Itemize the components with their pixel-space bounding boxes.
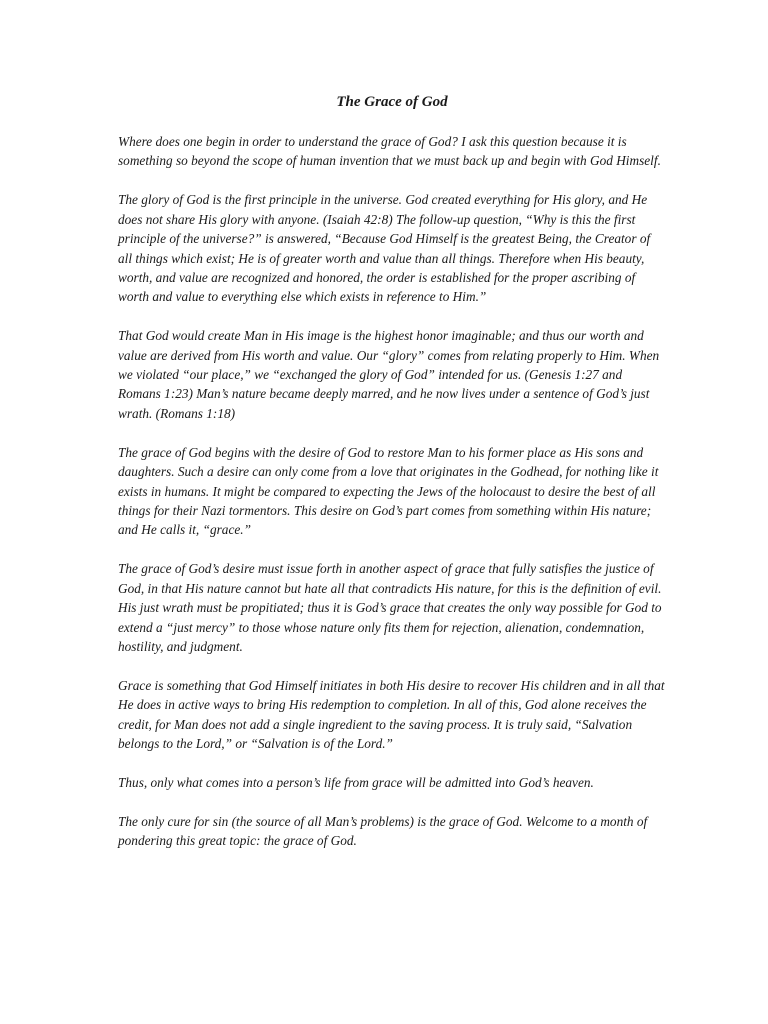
document-page [118,92,666,870]
paragraph-2: The glory of God is the first principle in the universe. God created everything for His glory, and He does not share His glory with anyone. (Isaiah 42:8) The follow-up question, “Why is this the first principle of the universe?” is answered, “Because God Himself is the greatest Being, the Creator of all things which exist; He is of greater worth and value than all things. Therefore when His beauty, worth, and value are recognized and honored, the order is established for the proper ascribing of worth and value to everything else which exists in reference to Him.” [118,192,651,305]
paragraph-6: Grace is something that God Himself initiates in both His desire to recover His children and in all that He does in active ways to bring His redemption to completion. In all of this, God alone receives the credit, for Man does not add a single ingredient to the saving process. It is truly said, “Salvation belongs to the Lord,” or “Salvation is of the Lord.” [118,677,665,752]
paragraph-7: Thus, only what comes into a person’s life from grace will be admitted into God’s heaven. [118,774,594,790]
paragraph-8: The only cure for sin (the source of all Man’s problems) is the grace of God. Welcome to a month of pondering this great topic: the grace of God. [118,813,648,849]
paragraph-5: The grace of God’s desire must issue forth in another aspect of grace that fully satisfies the justice of God, in that His nature cannot but hate all that contradicts His nature, for this is the definition of evil. His just wrath must be propitiated; thus it is God’s grace that creates the only way possible for God to extend a “just mercy” to those whose nature only fits them for rejection, alienation, condemnation, hostility, and judgment. [118,561,662,654]
document-title: The Grace of God [336,94,448,110]
paragraph-4: The grace of God begins with the desire of God to restore Man to his former place as His sons and daughters. Such a desire can only come from a love that originates in the Godhead, for nothing like it exists in humans. It might be compared to expecting the Jews of the holocaust to desire the best of all things for their Nazi tormentors. This desire on God’s part comes from something within His nature; and He calls it, “grace.” [118,444,659,538]
paragraph-3: That God would create Man in His image is the highest honor imaginable; and thus our worth and value are derived from His worth and value. Our “glory” comes from relating properly to Him. When we violated “our place,” we “exchanged the glory of God” intended for us. (Genesis 1:27 and Romans 1:23) Man’s nature became deeply marred, and he now lives under a sentence of God’s just wrath. (Romans 1:18) [118,328,660,421]
paragraph-1: Where does one begin in order to understand the grace of God? I ask this question because it is something so beyond the scope of human invention that we must back up and begin with God Himself. [118,134,661,169]
